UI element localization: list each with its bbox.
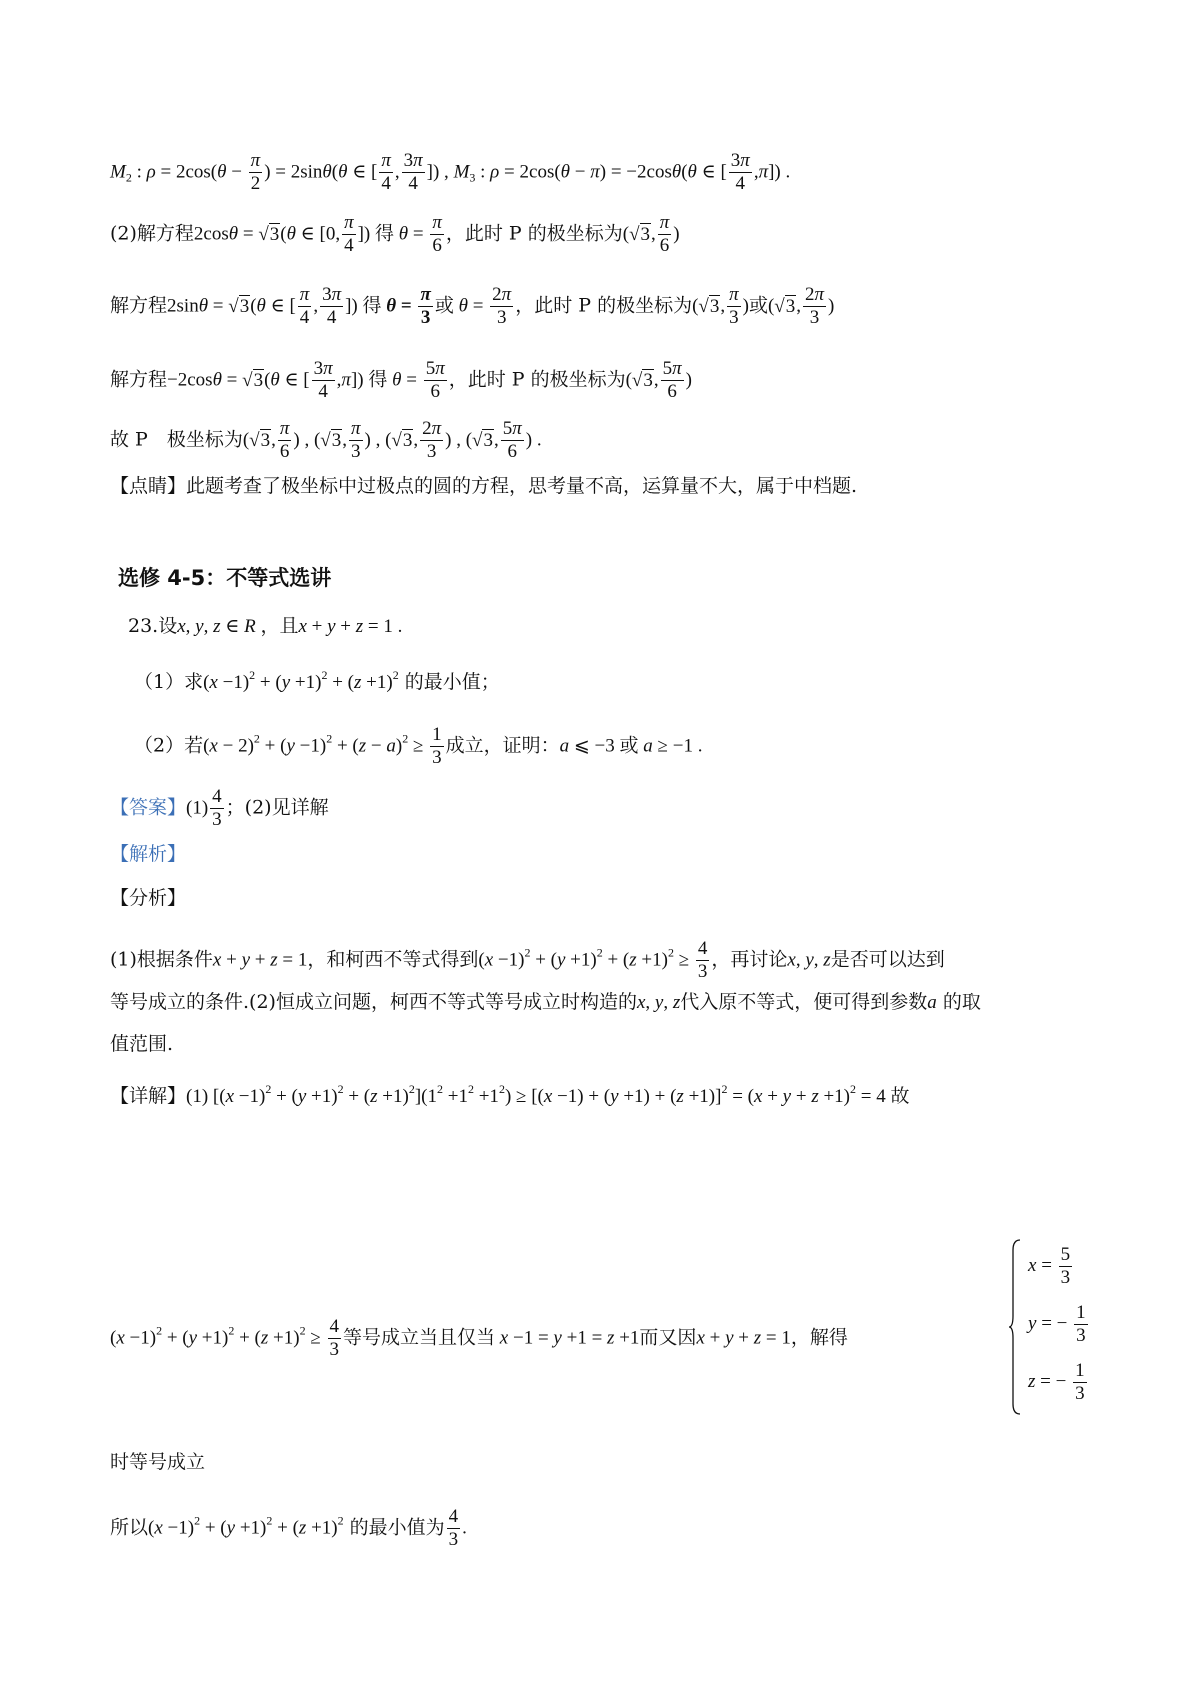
text-line-solve-2: 解方程2sinθ = √3(θ ∈ [ $\frac{\pi}{4}$ , $\frac{3\pi}{4}$ ]) 得 θ = $\frac{\pi}{3}$ 或 θ = $\frac{2\pi}{3}$ ，此时 P 的极坐标为(√3, $\frac{\pi}{3}$ )或(√3, $\frac{2\pi}{3}$ ) — [110, 284, 835, 328]
suoyi-line: 所以$(x -1)^2 + (y +1)^2 + (z +1)^2$ 的最小值为 $\frac{4}{3}$ . — [110, 1506, 467, 1550]
answer-line: 【答案】(1) $\frac{4}{3}$ ；(2)见详解 — [110, 786, 329, 830]
dianjing-note: 【点睛】此题考查了极坐标中过极点的圆的方程，思考量不高，运算量不大，属于中档题. — [110, 475, 858, 497]
solution-system: x = $\frac{5}{3}$ y = − $\frac{1}{3}$ z = − $\frac{1}{3}$ — [1008, 1238, 1118, 1418]
text-line-solve-1: (2)解方程2cosθ = √3(θ ∈ [0, $\frac{\pi}{4}$ ]) 得 θ = $\frac{\pi}{6}$ ，此时 P 的极坐标为(√3, $\frac{\pi}{6}$ ) — [110, 212, 680, 256]
fenxi-line-2: 等号成立的条件.(2)恒成立问题，柯西不等式等号成立时构造的x, y, z代入原不等式，便可得到参数a 的取 — [110, 991, 981, 1013]
jiexi-label: 【解析】 — [110, 843, 187, 865]
left-brace-icon — [1008, 1238, 1022, 1416]
text-line-m2-m3: $M_2$ : ρ = 2cos(θ − $\frac{\pi}{2}$ ) = 2sinθ(θ ∈ [ $\frac{\pi}{4}$ , $\frac{3\pi}{4}$ ]) , $M_3$ : ρ = 2cos(θ − π) = −2cosθ(θ ∈ [ $\frac{3\pi}{4}$ ,π]) . — [110, 150, 791, 194]
fenxi-label: 【分析】 — [110, 887, 187, 909]
xiangjie-line-2: $(x -1)^2 + (y +1)^2 + (z +1)^2$ ≥ $\frac{4}{3}$ 等号成立当且仅当 x −1 = y +1 = z +1而又因x + y + z = 1，解得 — [110, 1316, 848, 1360]
fenxi-line-1: (1)根据条件x + y + z = 1，和柯西不等式得到$(x -1)^2 + (y +1)^2 + (z +1)^2$ ≥ $\frac{4}{3}$ ，再讨论x, y, z是否可以达到 — [110, 938, 945, 982]
text-line-conclusion: 故 P 极坐标为(√3, $\frac{\pi}{6}$ ) , (√3, $\frac{\pi}{3}$ ) , (√3, $\frac{2\pi}{3}$ ) , (√3, $\frac{5\pi}{6}$ ) . — [110, 418, 542, 462]
question-23: 23.设x, y, z ∈ R ，且x + y + z = 1 . — [128, 615, 403, 637]
xiangjie-line-1: 【详解】(1) $[(x -1)^2 + (y +1)^2 + (z +1)^2](1^2 +1^2 +1^2) \ge [(x -1) + (y +1) + (z +1)]^2 = (x + y + z +1)^2 = 4$ 故 — [110, 1082, 910, 1107]
shi-denghao-chengli: 时等号成立 — [110, 1451, 206, 1473]
question-23-part-2: （2）若$(x - 2)^2 + (y -1)^2 + (z - a)^2$ ≥ $\frac{1}{3}$ 成立，证明：a ⩽ −3 或 a ≥ −1 . — [134, 724, 703, 768]
text-line-solve-3: 解方程−2cosθ = √3(θ ∈ [ $\frac{3\pi}{4}$ ,π]) 得 θ = $\frac{5\pi}{6}$ ，此时 P 的极坐标为(√3, $\frac{5\pi}{6}$ ) — [110, 358, 692, 402]
section-heading: 选修 4-5：不等式选讲 — [118, 566, 332, 590]
question-23-part-1: （1）求$(x -1)^2 + (y +1)^2 + (z +1)^2$ 的最小值； — [134, 668, 500, 693]
fenxi-line-3: 值范围. — [110, 1033, 174, 1055]
